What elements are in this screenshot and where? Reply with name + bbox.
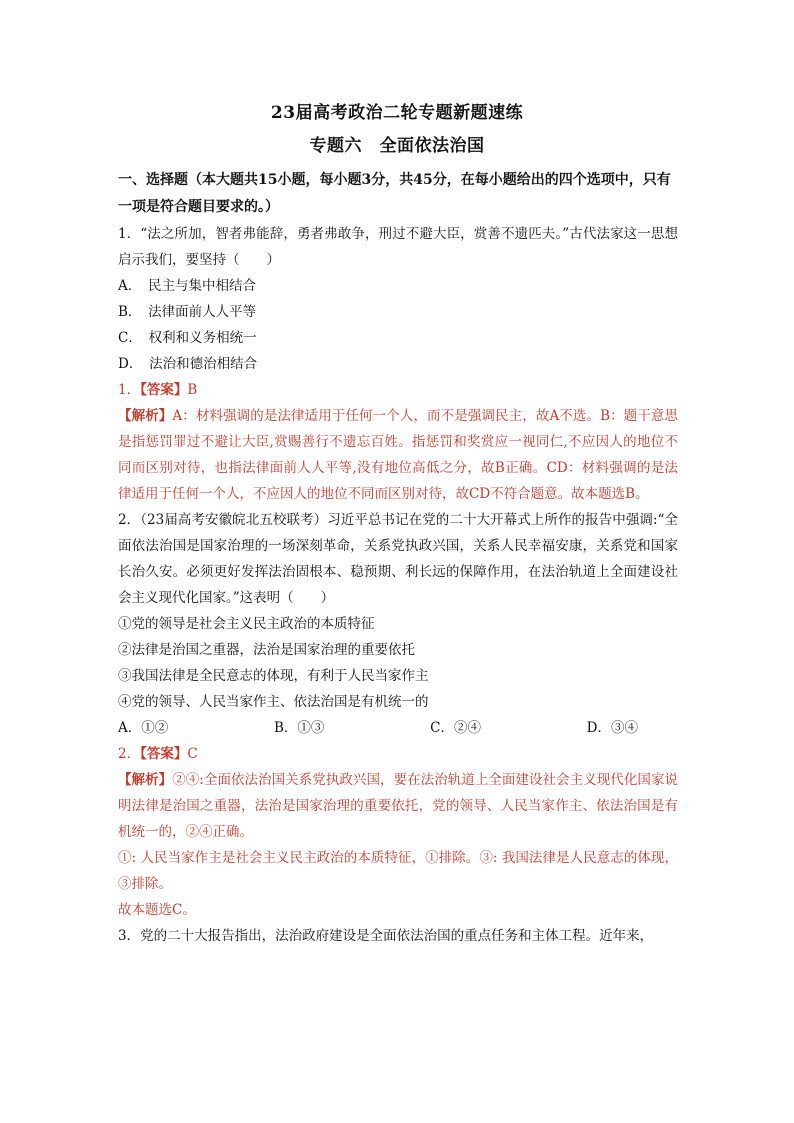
question-2-options bbox=[118, 715, 638, 741]
analysis-tag: 【解析】 bbox=[118, 772, 173, 788]
analysis-text: ②④:全面依法治国关系党执政兴国，要在法治轨道上全面建设社会主义现代化国家说明法律是治国之重器，法治是国家治理的重要依托，党的领导、人民当家作主、依法治国是有机统一的，②④正确。 bbox=[118, 772, 678, 840]
question-1-analysis bbox=[118, 403, 678, 507]
question-1-option-d: D． 法治和德治相结合 bbox=[118, 356, 258, 372]
question-2-option-c: C．②④ bbox=[430, 720, 481, 736]
answer-tag: 【答案】 bbox=[140, 382, 188, 398]
question-1-option-b: B． 法律面前人人平等 bbox=[118, 304, 257, 320]
question-2-analysis-exclusions: ①: 人民当家作主是社会主义民主政治的本质特征，①排除。③: 我国法律是人民意志的体现，③排除。 bbox=[118, 850, 678, 892]
answer-number: 1． bbox=[118, 382, 141, 398]
answer-value: C bbox=[187, 746, 198, 762]
question-2-statement-1: ①党的领导是社会主义民主政治的本质特征 bbox=[118, 616, 375, 632]
document-subtitle: 专题六 全面依法治国 bbox=[309, 136, 485, 156]
analysis-tag: 【解析】 bbox=[118, 408, 173, 424]
answer-value: B bbox=[187, 382, 198, 398]
question-2-stem: 2．（23届高考安徽皖北五校联考）习近平总书记在党的二十大开幕式上所作的报告中强调:“全面依法治国是国家治理的一场深刻革命，关系党执政兴国，关系人民幸福安康，关系党和国家长治久安。必须更好发挥法治固根本、稳预期、利长远的保障作用，在法治轨道上全面建设社会主义现代化国家。”这表明（ ） bbox=[118, 512, 678, 606]
question-2-statement-3: ③我国法律是全民意志的体现，有利于人民当家作主 bbox=[118, 668, 429, 684]
question-3-stem: 3．党的二十大报告指出，法治政府建设是全面依法治国的重点任务和主体工程。近年来， bbox=[118, 928, 654, 944]
question-2-analysis bbox=[118, 767, 678, 845]
question-2-statement-4: ④党的领导、人民当家作主、依法治国是有机统一的 bbox=[118, 694, 429, 710]
analysis-text: A：材料强调的是法律适用于任何一个人，而不是强调民主，故A不选。B：题干意思是指惩罚罪过不避让大臣,赏赐善行不遗忘百姓。指惩罚和奖赏应一视同仁,不应因人的地位不同而区别对待，也指法律面前人人平等,没有地位高低之分，故B正确。CD：材料强调的是法律适用于任何一个人，不应因人的地位不同而区别对待，故CD不符合题意。故本题选B。 bbox=[118, 408, 679, 502]
question-1-stem: 1．“法之所加，智者弗能辞，勇者弗敢争，刑过不避大臣，赏善不遗匹夫。”古代法家这一思想启示我们，要坚持（ ） bbox=[118, 226, 678, 268]
document-body bbox=[118, 167, 678, 949]
section-heading: 一、选择题（本大题共15小题，每小题3分，共45分，在每小题给出的四个选项中，只有一项是符合题目要求的。） bbox=[118, 172, 671, 215]
document-title: 23届高考政治二轮专题新题速练 bbox=[270, 103, 524, 123]
question-2-conclusion: 故本题选C。 bbox=[118, 902, 196, 918]
question-2-statement-2: ②法律是治国之重器，法治是国家治理的重要依托 bbox=[118, 642, 415, 658]
question-2-option-a: A．①② bbox=[118, 720, 169, 736]
answer-number: 2． bbox=[118, 746, 141, 762]
question-1-answer bbox=[118, 377, 678, 403]
question-1-option-c: C． 权利和义务相统一 bbox=[118, 330, 257, 346]
question-2-option-b: B．①③ bbox=[273, 720, 325, 736]
answer-tag: 【答案】 bbox=[140, 746, 188, 762]
question-1-option-a: A． 民主与集中相结合 bbox=[118, 278, 256, 294]
question-2-option-d: D．③④ bbox=[586, 720, 638, 736]
question-2-answer bbox=[118, 741, 678, 767]
